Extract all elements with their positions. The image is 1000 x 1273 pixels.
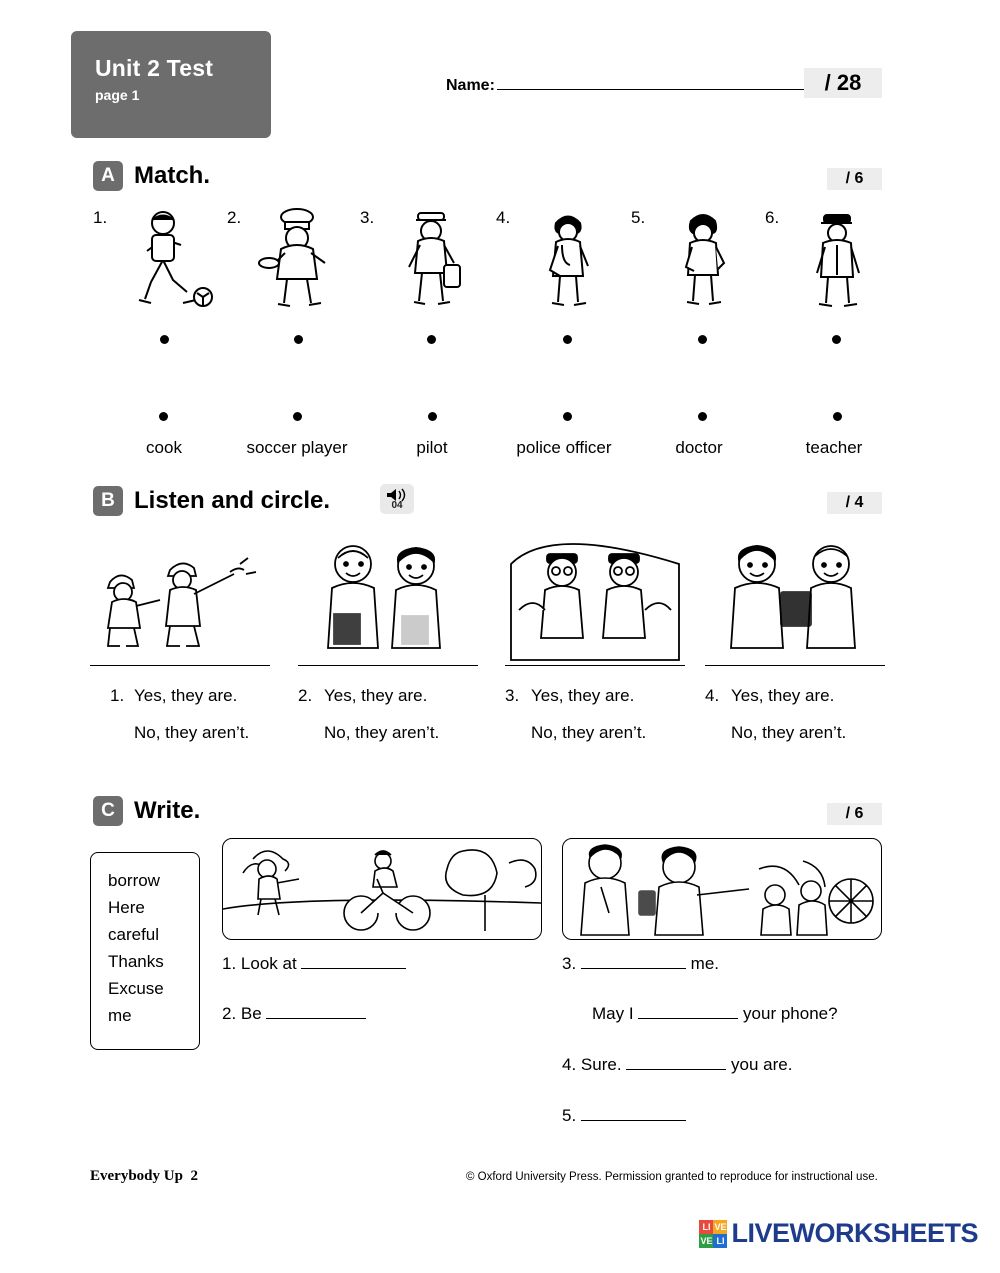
logo-tile-ve: VE [714,1221,727,1232]
word-bank-item[interactable]: Thanks [108,952,164,971]
soccer-player-figure [111,205,221,315]
name-label: Name: [446,77,495,94]
unit-header-band [71,31,271,138]
b-item-3-number: 3. [505,686,520,705]
item-number: 6. [765,208,780,227]
match-dot-bottom-2[interactable] [293,412,302,421]
c-prompt-4-text-after: your phone? [743,1004,838,1023]
match-dot-bottom-1[interactable] [159,412,168,421]
match-dot-bottom-6[interactable] [833,412,842,421]
section-c-score: / 6 [827,803,882,825]
match-item-2[interactable] [227,205,345,315]
c-prompt-3-number: 3. [562,954,577,973]
students-picture [298,530,478,666]
match-dot-bottom-4[interactable] [563,412,572,421]
item-number: 3. [360,208,375,227]
c-prompt-5-text-before: Sure. [580,1055,622,1074]
section-title-a: Match. [134,162,211,189]
section-letter-a: A [93,161,123,191]
word-bank-item[interactable]: borrow [108,871,160,890]
c-prompt-4-blank[interactable] [638,1003,738,1019]
item-number: 1. [93,208,108,227]
c-prompt-5-blank[interactable] [626,1054,726,1070]
logo-tile-li: LI [699,1220,713,1234]
c-prompt-5-number: 4. [562,1055,577,1074]
match-dot-top-5[interactable] [698,335,707,344]
footer-book-title: Everybody Up [90,1168,183,1184]
match-dot-top-1[interactable] [160,335,169,344]
match-dot-top-6[interactable] [832,335,841,344]
b-item-1-option-yes[interactable]: Yes, they are. [134,686,238,705]
section-a-score: / 6 [827,168,882,190]
match-dot-top-2[interactable] [294,335,303,344]
match-label-teacher: teacher [805,438,863,457]
section-b-score: / 4 [827,492,882,514]
liveworksheets-wordmark: LIVEWORKSHEETS [731,1218,978,1248]
c-prompt-4[interactable] [592,1003,838,1024]
c-prompt-5[interactable] [562,1054,792,1075]
match-item-3[interactable] [360,205,478,315]
c-prompt-1-blank[interactable] [301,953,406,969]
logo-tile-li2: LI [713,1234,727,1248]
match-dot-bottom-3[interactable] [428,412,437,421]
section-title-c: Write. [134,797,201,824]
b-item-1-number: 1. [110,686,125,705]
word-bank-item[interactable]: Here [108,898,145,917]
b-item-2-number: 2. [298,686,313,705]
match-dot-bottom-5[interactable] [698,412,707,421]
b-item-3-option-no[interactable]: No, they aren’t. [531,723,647,742]
match-item-5[interactable] [631,205,749,315]
doctor-figure [514,205,624,315]
match-label-police-officer: police officer [516,438,612,457]
name-row [446,72,827,95]
b-item-2-option-no[interactable]: No, they aren’t. [324,723,440,742]
c-prompt-1[interactable] [222,953,406,974]
word-bank-item[interactable]: me [108,1006,132,1025]
match-label-soccer-player: soccer player [246,438,348,457]
word-bank-item[interactable]: careful [108,925,160,944]
speaker-icon [385,486,409,504]
item-number: 2. [227,208,242,227]
teacher-figure [649,205,759,315]
match-dot-top-3[interactable] [427,335,436,344]
footer-copyright: © Oxford University Press. Permission granted to reproduce for instructional use. [466,1171,878,1183]
pilot-figure [378,205,488,315]
c-prompt-3[interactable] [562,953,719,974]
word-bank-item[interactable]: Excuse [108,979,164,998]
unit-title: Unit 2 Test [95,55,214,81]
match-label-doctor: doctor [675,438,723,457]
c-prompt-5-text-after: you are. [731,1055,793,1074]
c-prompt-3-text: me. [690,954,719,973]
section-header-a [93,161,210,191]
item-number: 5. [631,208,646,227]
liveworksheets-logo-icon [699,1220,727,1248]
c-prompt-2[interactable] [222,1003,366,1024]
c-prompt-6-number: 5. [562,1106,577,1125]
c-prompt-1-text: Look at [240,954,297,973]
c-prompt-2-text: Be [240,1004,262,1023]
footer-book [90,1168,198,1185]
cook-figure [245,205,355,315]
section-letter-b: B [93,486,123,516]
c-prompt-4-text-before: May I [592,1004,634,1023]
b-item-4-option-no[interactable]: No, they aren’t. [731,723,847,742]
match-dot-top-4[interactable] [563,335,572,344]
match-item-6[interactable] [765,205,883,315]
c-prompt-2-number: 2. [222,1004,237,1023]
phone-borrow-picture [562,838,882,940]
audio-track-badge[interactable] [380,484,414,514]
liveworksheets-logo[interactable] [699,1218,978,1249]
c-prompt-3-blank[interactable] [581,953,686,969]
c-prompt-6-blank[interactable] [581,1105,686,1121]
police-officer-figure [783,205,893,315]
b-item-1-option-no[interactable]: No, they aren’t. [134,723,250,742]
b-item-4-option-yes[interactable]: Yes, they are. [731,686,835,705]
logo-tile-ve2: VE [700,1235,713,1246]
c-prompt-6[interactable] [562,1105,686,1126]
section-title-b: Listen and circle. [134,487,331,514]
footer-book-level: 2 [190,1168,198,1184]
c-prompt-1-number: 1. [222,954,237,973]
page-label: page 1 [95,87,140,104]
section-letter-c: C [93,796,123,826]
firefighters-picture [90,530,270,666]
match-item-4[interactable] [496,205,614,315]
bike-path-picture [222,838,542,940]
section-header-b [93,486,330,516]
item-number: 4. [496,208,511,227]
match-label-cook: cook [146,438,182,457]
name-input-line[interactable] [497,72,827,90]
audio-track-number: 04 [391,500,403,511]
b-item-4-number: 4. [705,686,720,705]
pilots-picture [505,530,685,666]
section-header-c [93,796,200,826]
total-score-box: / 28 [804,68,882,98]
match-label-pilot: pilot [416,438,448,457]
two-men-picture [705,530,885,666]
b-item-2-option-yes[interactable]: Yes, they are. [324,686,428,705]
word-bank [90,852,200,1050]
b-item-3-option-yes[interactable]: Yes, they are. [531,686,635,705]
match-item-1[interactable] [93,205,211,315]
c-prompt-2-blank[interactable] [266,1003,366,1019]
